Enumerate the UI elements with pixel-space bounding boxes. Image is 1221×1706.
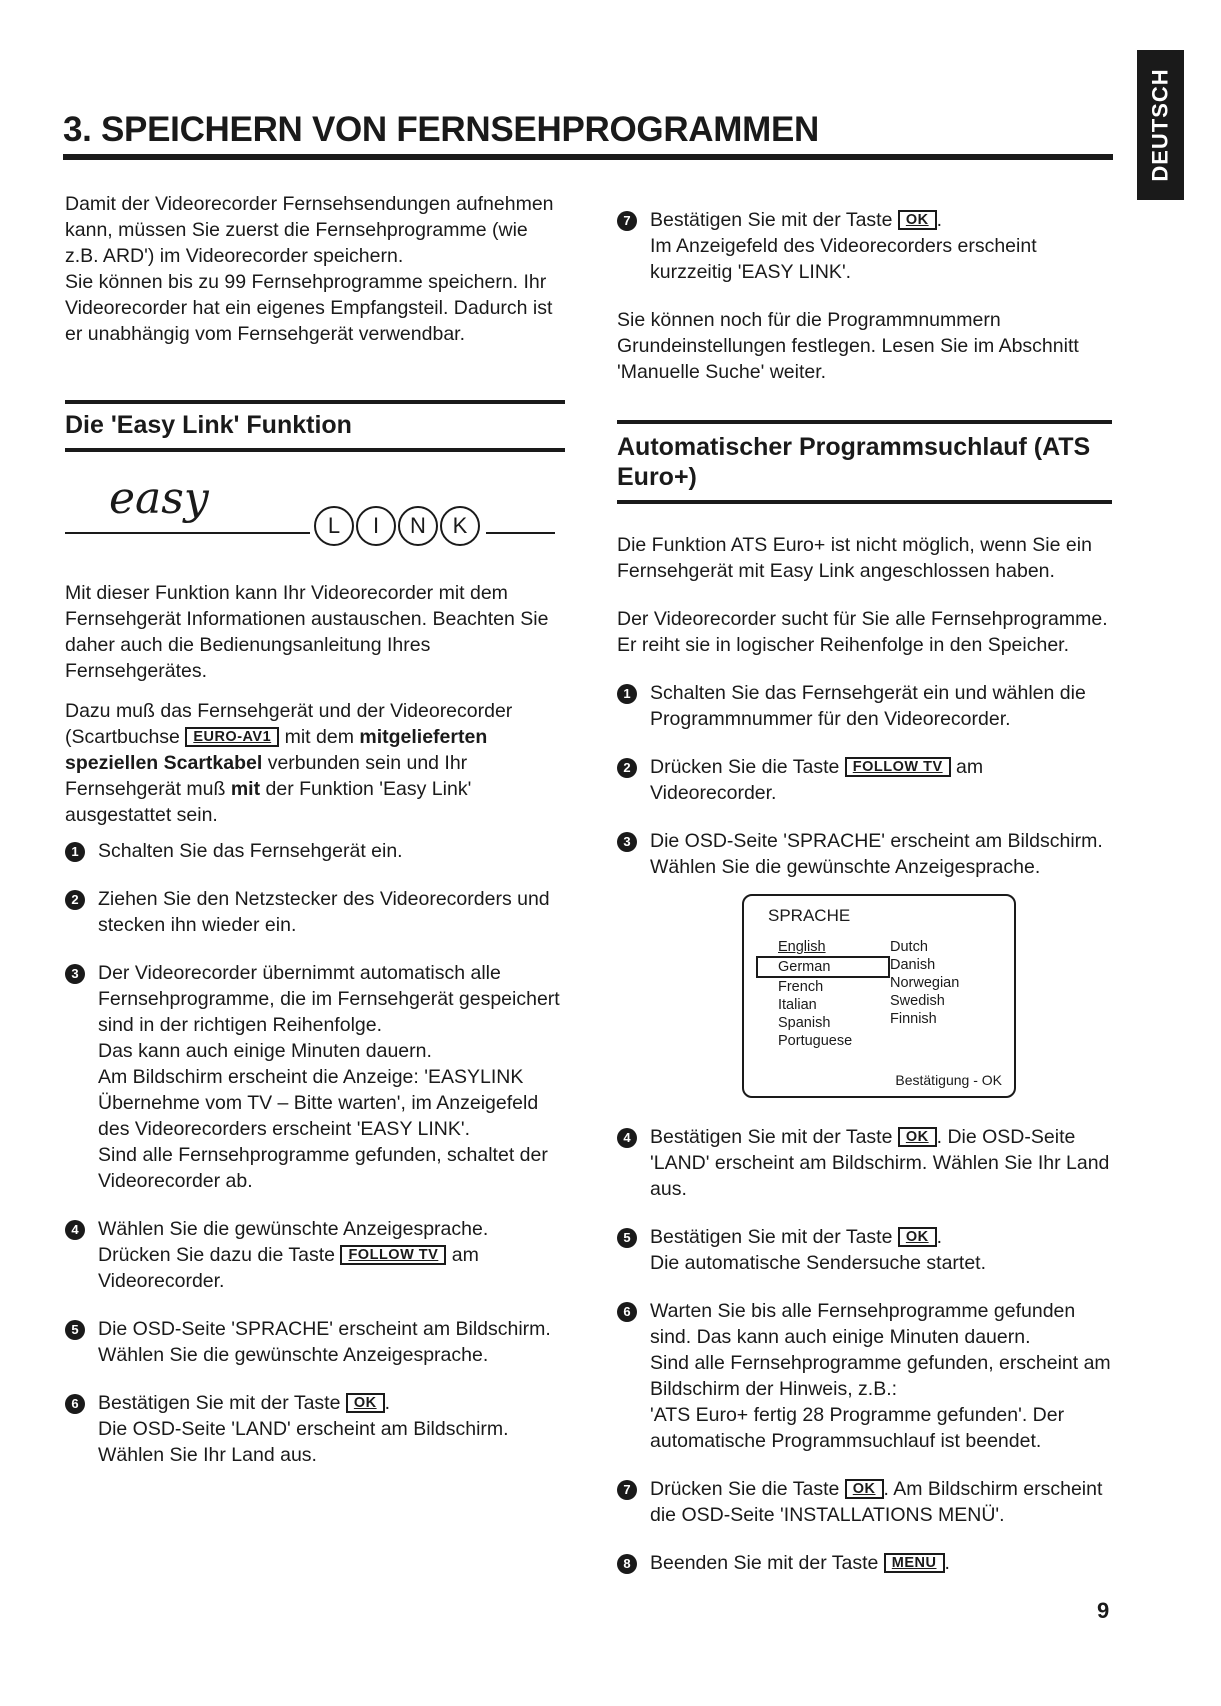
ats-heading-text: Automatischer Programmsuchlauf (ATS Euro+) [617,433,1091,491]
step-number: 5 [617,1228,637,1248]
text: verbunden sein und Ihr Fernsehgerät muß [65,752,468,800]
step-text: Ziehen Sie den Netzstecker des Videorecorders und stecken ihn wieder ein. [98,888,550,936]
ats-step-7 [617,1476,1112,1528]
osd-option: Dutch [890,939,928,955]
ats-step-2 [617,754,1112,806]
text: Bestätigen Sie mit der Taste [650,1126,893,1148]
step-text: Schalten Sie das Fernsehgerät ein. [98,840,403,862]
step-text: Sind alle Fernsehprogramme gefunden, schaltet der Videorecorder ab. [98,1144,548,1192]
step-number: 6 [65,1394,85,1414]
step-number: 4 [617,1128,637,1148]
easylink-step-2 [65,886,565,938]
step-text: 'ATS Euro+ fertig 28 Programme gefunden'. Der automatische Programmsuchlauf ist beendet. [650,1404,1065,1452]
step-text: Sind alle Fernsehprogramme gefunden, erscheint am Bildschirm der Hinweis, z.B.: [650,1352,1111,1400]
step-text: Beenden Sie mit der Taste MENU . [650,1552,950,1574]
osd-option: English [778,939,826,955]
text: Am Bildschirm erscheint die OSD-Seite 'INSTALLATIONS MENÜ'. [650,1478,1103,1526]
osd-option: Spanish [778,1015,831,1031]
ats-step-1 [617,680,1112,732]
step-number: 8 [617,1554,637,1574]
step-number: 1 [65,842,85,862]
osd-sprache-screen [742,894,1016,1098]
ats-step-5 [617,1224,1112,1276]
text: am Videorecorder. [98,1244,479,1292]
easylink-step-6 [65,1390,565,1468]
osd-option-selected: German [756,956,890,978]
step-number: 3 [65,964,85,984]
osd-language-column-1 [778,938,890,1050]
text: Beenden Sie mit der Taste [650,1552,879,1574]
easylink-note: Sie können noch für die Programmnummern Grundeinstellungen festlegen. Lesen Sie im Abschnitt 'Manuelle Suche' weiter. [617,309,1079,383]
osd-title: SPRACHE [768,906,851,925]
step-number: 6 [617,1302,637,1322]
page-title: 3. SPEICHERN VON FERNSEHPROGRAMMEN [63,110,820,149]
step-text: Im Anzeigefeld des Videorecorders erscheint kurzzeitig 'EASY LINK'. [650,235,1037,283]
easylink-step-7 [617,207,1112,285]
ats-heading [617,420,1112,504]
left-column [65,191,565,1468]
language-tab [1137,50,1184,200]
easylink-logo [65,470,565,560]
ats-para1: Die Funktion ATS Euro+ ist nicht möglich, wenn Sie ein Fernsehgerät mit Easy Link angeschlossen haben. [617,534,1092,582]
easylink-step-1 [65,838,565,864]
text: am Videorecorder. [650,756,984,804]
step-text: Drücken Sie die Taste OK . Am Bildschirm erscheint die OSD-Seite 'INSTALLATIONS MENÜ'. [650,1478,1103,1526]
page-number: 9 [1097,1598,1110,1623]
step-number: 2 [617,758,637,778]
step-text: Am Bildschirm erscheint die Anzeige: 'EASYLINK Übernehme vom TV – Bitte warten', im Anzeigefeld des Videorecorders erscheint 'EASY LINK'. [98,1066,539,1140]
osd-language-column-2 [890,938,959,1028]
step-text: Die OSD-Seite 'SPRACHE' erscheint am Bildschirm. Wählen Sie die gewünschte Anzeigesprache. [650,830,1103,878]
ats-step-4 [617,1124,1112,1202]
logo-letter: K [440,506,480,546]
easylink-step-5 [65,1316,565,1368]
step-number: 2 [65,890,85,910]
title-rule [63,154,1113,160]
step-number: 7 [617,211,637,231]
osd-option: Italian [778,997,817,1013]
logo-letters [310,506,486,546]
logo-easy-script: easy [105,486,213,512]
key-follow-tv: FOLLOW TV [845,757,951,777]
text: mit dem [284,726,354,748]
key-ok: OK [845,1479,884,1499]
ats-step-6 [617,1298,1112,1454]
bold-text: mit [230,778,261,800]
step-text [650,754,1112,806]
step-number: 7 [617,1480,637,1500]
text: Bestätigen Sie mit der Taste [650,1226,893,1248]
easylink-step-4 [65,1216,565,1294]
osd-option: Danish [890,957,936,973]
easylink-heading-text: Die 'Easy Link' Funktion [65,411,352,439]
text: Drücken Sie die Taste [650,756,840,778]
text: Die OSD-Seite 'LAND' erscheint am Bildschirm. Wählen Sie Ihr Land aus. [650,1126,1110,1200]
key-ok: OK [346,1393,385,1413]
text: der Funktion 'Easy Link' ausgestattet sein. [65,778,472,826]
step-text: Die automatische Sendersuche startet. [650,1252,987,1274]
step-number: 4 [65,1220,85,1240]
text: Bestätigen Sie mit der Taste [650,209,893,231]
logo-letter: I [356,506,396,546]
step-text: Bestätigen Sie mit der Taste OK . [650,209,943,231]
step-number: 3 [617,832,637,852]
key-ok: OK [898,1127,937,1147]
step-text: Bestätigen Sie mit der Taste OK . [98,1392,391,1414]
easylink-para2 [65,698,565,828]
right-column-lower [617,1124,1112,1576]
right-column [617,207,1112,880]
easylink-heading [65,400,565,452]
key-ok: OK [898,210,937,230]
key-ok: OK [898,1227,937,1247]
osd-option: Norwegian [890,975,960,991]
text: Bestätigen Sie mit der Taste [98,1392,341,1414]
step-text: Bestätigen Sie mit der Taste OK . Die OSD-Seite 'LAND' erscheint am Bildschirm. Wählen Sie Ihr Land aus. [650,1126,1110,1200]
step-text: Bestätigen Sie mit der Taste OK . [650,1226,943,1248]
text: Wählen Sie die gewünschte Anzeigesprache. Drücken Sie dazu die Taste [98,1218,489,1266]
intro-paragraph: Sie können bis zu 99 Fernsehprogramme speichern. Ihr Videorecorder hat ein eigenes Empfangsteil. Dadurch ist er unabhängig vom Fernsehgerät verwendbar. [65,271,553,345]
logo-letter: L [314,506,354,546]
text: Dazu muß das Fernsehgerät und der Videorecorder (Scartbuchse [65,700,513,748]
step-text: Die OSD-Seite 'SPRACHE' erscheint am Bildschirm. Wählen Sie die gewünschte Anzeigesprache. [98,1318,551,1366]
bold-text: mitgelieferten speziellen Scartkabel [65,726,488,774]
step-number: 5 [65,1320,85,1340]
language-tab-label: DEUTSCH [1147,68,1173,182]
easylink-para1: Mit dieser Funktion kann Ihr Videorecorder mit dem Fernsehgerät Informationen austauschen. Beachten Sie daher auch die Bedienungsanleitung Ihres Fernsehgerätes. [65,582,549,682]
key-follow-tv: FOLLOW TV [340,1245,446,1265]
logo-letter: N [398,506,438,546]
osd-confirm-hint: Bestätigung - OK [895,1072,1002,1088]
step-text: Warten Sie bis alle Fernsehprogramme gefunden sind. Das kann auch einige Minuten dauern. [650,1300,1076,1348]
step-text [98,1216,565,1294]
key-menu: MENU [884,1553,945,1573]
step-number: 1 [617,684,637,704]
key-euro-av1: EURO-AV1 [185,727,279,747]
osd-option: Finnish [890,1011,937,1027]
step-text: Das kann auch einige Minuten dauern. [98,1040,432,1062]
easylink-step-3 [65,960,565,1194]
osd-option: Portuguese [778,1033,853,1049]
osd-option: French [778,979,824,995]
step-text: Der Videorecorder übernimmt automatisch alle Fernsehprogramme, die im Fernsehgerät gespeichert sind in der richtigen Reihenfolge. [98,962,560,1036]
ats-step-3 [617,828,1112,880]
step-text: Schalten Sie das Fernsehgerät ein und wählen die Programmnummer für den Videorecorder. [650,682,1086,730]
text: Drücken Sie die Taste [650,1478,840,1500]
ats-step-8 [617,1550,1112,1576]
step-text: Die OSD-Seite 'LAND' erscheint am Bildschirm. Wählen Sie Ihr Land aus. [98,1418,509,1466]
ats-para2: Der Videorecorder sucht für Sie alle Fernsehprogramme. Er reiht sie in logischer Reihenfolge in den Speicher. [617,608,1108,656]
intro-paragraph: Damit der Videorecorder Fernsehsendungen aufnehmen kann, müssen Sie zuerst die Fernsehprogramme (wie z.B. ARD') im Videorecorder speichern. [65,193,554,267]
osd-option: Swedish [890,993,945,1009]
